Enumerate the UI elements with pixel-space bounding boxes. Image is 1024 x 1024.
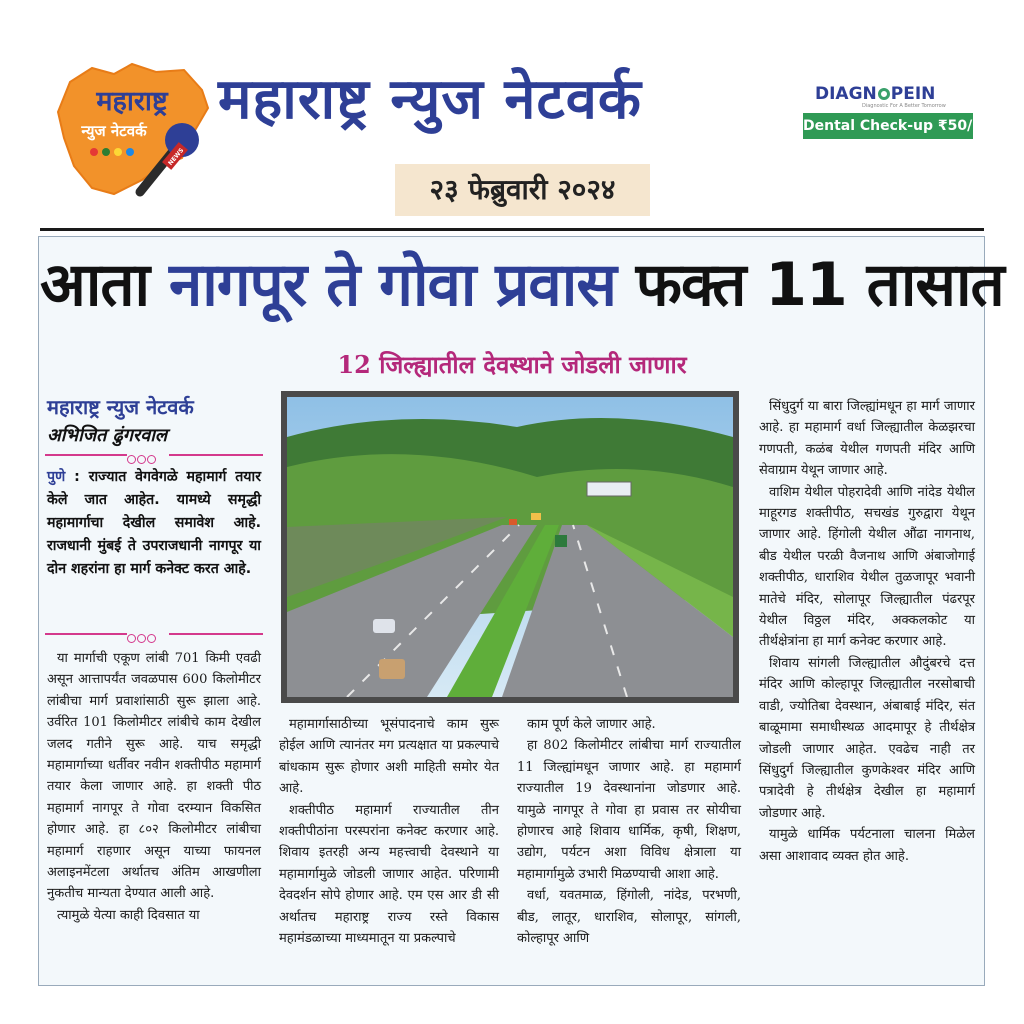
highway-photo (281, 391, 739, 703)
subheadline: 12 जिल्ह्यातील देवस्थाने जोडली जाणार (337, 350, 687, 379)
article-column-3 (517, 714, 741, 949)
ad-brand[interactable] (815, 84, 945, 104)
header-divider (40, 228, 984, 231)
divider-ornament (45, 449, 263, 461)
logo-subtitle: न्युज नेटवर्क (81, 122, 147, 140)
article-column-4 (759, 396, 975, 867)
article-column-2 (279, 714, 499, 949)
paragraph: त्यामुळे येत्या काही दिवसात या (57, 907, 200, 923)
issue-date: २३ फेब्रुवारी २०२४ (395, 164, 650, 216)
paragraph: या मार्गाची एकूण लांबी 701 किमी एवढी असून आत्तापर्यंत जवळपास 600 किलोमीटर लांबीचा मार्ग प्रवाशांसाठी सुरू झाला आहे. उर्वरित 101 किलोमीटर लांबीचे काम देखील जलद गतीने सुरू आहे. याच समृद्धी महामार्गाच्या धर्तीवर नवीन शक्तीपीठ महामार्ग तयार केला जाणार आहे. हा शक्ती पीठ महामार्ग नागपूर ते गोवा दरम्यान विकसित होणार आहे. हा ८०२ किलोमीटर लांबीचा महामार्ग राहणार असून याच्या फायनल अलाइनमेंटला अर्थातच अंतिम आखणीला नुकतीच मान्यता देण्यात आली आहे. (47, 651, 261, 902)
paragraph: सिंधुदुर्ग या बारा जिल्ह्यांमधून हा मार्ग जाणार आहे. हा महामार्ग वर्धा जिल्ह्यातील केळझरचा गणपती, कळंब येथील गणपती मंदिर आणि सेवाग्राम येथून जाणार आहे. (759, 399, 975, 479)
news-logo[interactable] (52, 62, 212, 202)
divider-ornament (45, 628, 263, 640)
ad-offer-banner[interactable]: Dental Check-up ₹50/- (803, 113, 973, 139)
article-column-1 (47, 648, 261, 926)
masthead-title: महाराष्ट्र न्युज नेटवर्क (218, 67, 642, 132)
paragraph: शक्तीपीठ महामार्ग राज्यातील तीन शक्तीपीठांना परस्परांना कनेक्ट करणार आहे. शिवाय इतरही अन्य महत्त्वाची देवस्थाने या महामार्गामुळे जोडली जाणार आहेत. परिणामी देवदर्शन सोपे होणार आहे. एम एस आर डी सी अर्थातच महाराष्ट्र राज्य रस्ते विकास महामंडळाच्या माध्यमातून या प्रकल्पाचे (279, 802, 499, 947)
headline-part1: आता (40, 250, 169, 320)
svg-text:NEWS: NEWS (167, 147, 186, 167)
lead-text: : राज्यात वेगवेगळे महामार्ग तयार केले जात आहेत. यामध्ये समृद्धी महामार्गाचा देखील समावेश आहे. राजधानी मुंबई ते उपराजधानी नागपूर या दोन शहरांना हा मार्ग कनेक्ट करत आहे. (47, 469, 261, 577)
headline-part2: फक्त 11 तासात (615, 250, 1004, 320)
ad-brand-pre: DIAGN (815, 84, 877, 104)
ad-brand-post: PEIN (890, 84, 936, 104)
lead-city: पुणे (47, 469, 66, 485)
paragraph: वाशिम येथील पोहरादेवी आणि नांदेड येथील माहूरगड शक्तीपीठ, सचखंड गुरुद्वारा येथून जाणार आहे. हिंगोली येथील औंढा नागनाथ, बीड येथील परळी वैजनाथ आणि अंबाजोगाई शक्तीपीठ, धाराशिव येथील तुळजापूर भवानी मातेचे मंदिर, सोलापूर जिल्ह्यातील पंढरपूर येथील विठ्ठल मंदिर, अक्कलकोट या तीर्थक्षेत्रांना हा मार्ग कनेक्ट करणार आहे. (759, 484, 975, 650)
paragraph: यामुळे धार्मिक पर्यटनाला चालना मिळेल असा आशावाद व्यक्त होत आहे. (759, 827, 975, 864)
lead-paragraph (47, 466, 261, 581)
byline-organization: महाराष्ट्र न्युज नेटवर्क (47, 395, 194, 419)
paragraph: काम पूर्ण केले जाणार आहे. (527, 717, 656, 732)
ad-tagline: Diagnostic For A Better Tomorrow (862, 103, 946, 109)
paragraph: वर्धा, यवतमाळ, हिंगोली, नांदेड, परभणी, बीड, लातूर, धाराशिव, सोलापूर, सांगली, कोल्हापूर आणि (517, 888, 741, 947)
byline-author: अभिजित ढुंगरवाल (47, 425, 168, 446)
paragraph: हा 802 किलोमीटर लांबीचा मार्ग राज्यातील 11 जिल्ह्यांमधून जाणार आहे. हा महामार्ग राज्यातील 19 देवस्थानांना जोडणार आहे. यामुळे नागपूर ते गोवा हा प्रवास तर सोयीचा होणारच आहे शिवाय धार्मिक, कृषी, शिक्षण, उद्योग, पर्यटन अशा विविध क्षेत्राला या महामार्गामुळे उभारी मिळण्याची आशा आहे. (517, 738, 741, 882)
circle-logo-icon (878, 88, 890, 100)
logo-title: महाराष्ट्र (96, 86, 168, 117)
headline-highlight: नागपूर ते गोवा प्रवास (168, 250, 616, 320)
headline (40, 248, 1004, 323)
paragraph: महामार्गासाठीच्या भूसंपादनाचे काम सुरू होईल आणि त्यानंतर मग प्रत्यक्षात या प्रकल्पाचे बांधकाम सुरू होणार अशी माहिती समोर येत आहे. (279, 717, 499, 797)
paragraph: शिवाय सांगली जिल्ह्यातील औदुंबरचे दत्त मंदिर आणि कोल्हापूर जिल्ह्यातील नरसोबाची वाडी, ज्योतिबा देवस्थान, अंबाबाई मंदिर, संत बाळूमामा समाधीस्थळ आदमापूर हे तीर्थक्षेत्र जोडली जाणार आहेत. एवढेच नाही तर सिंधुदुर्ग जिल्ह्यातील कुणकेश्वर मंदिर आणि पत्रादेवी हे तीर्थक्षेत्र देखील हा महामार्ग जोडणार आहे. (759, 655, 975, 821)
